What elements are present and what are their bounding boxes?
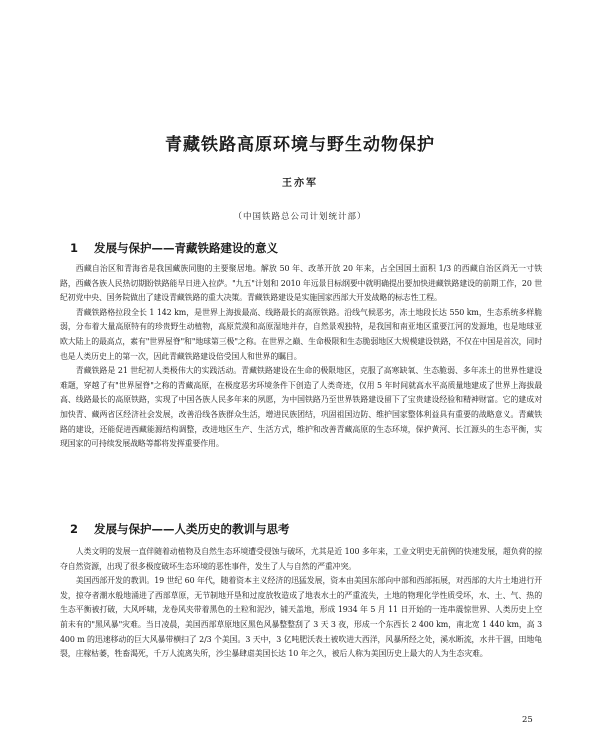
author-name: 王亦军 — [282, 178, 318, 189]
body-paragraph: 青藏铁路格拉段全长 1 142 km，是世界上海拔最高、线路最长的高原铁路。沿线气候恶劣，冻土地段长达 550 km，生态系统多样脆弱，分布着大量高原特有的珍贵野生动植物，高原荒漠和高原湿地并存，自然景观独特，是我国和南亚地区重要江河的发源地，也是地球亚欧大陆上的最高点，素有"世界屋脊"和"地球第三极"之称。在世界之巅、生命极限和生态脆弱地区大规模建设铁路，不仅在中国是首次，同时也是人类历史上的第一次，因此青藏铁路建设倍受国人和世界的瞩目。 — [60, 307, 542, 361]
section-number: 2 — [70, 522, 79, 536]
body-paragraph: 美国西部开发的教训。19 世纪 60 年代，随着资本主义经济的迅猛发展，资本由美国东部向中部和西部拓展，对西部的大片土地进行开发，掠夺者潮水般地涌进了西部草原，无节制地开垦和过度放牧造成了地表水土的严重流失，土地的物理化学性质受坏，水、土、气、热的生态平衡被打破，大风呼啸，龙卷风夹带着黑色的土粒和泥沙，铺天盖地，形成 1934 年 5 月 11 日开始的一连串震惊世界、人类历史上空前未有的"黑风暴"灾难。当日凌晨，美国西部草原地区黑色风暴整整刮了 3 天 3 夜，形成一个东西长 2 400 km，南北宽 1 440 km，高 3 400 m 的迅速移动的巨大风暴带横扫了 2/3 个美国。3 天中，3 亿吨肥沃表土被吹进大西洋，风暴所经之处，溪水断流，水井干涸，田地龟裂，庄稼枯萎，牲畜渴死，千万人流离失所，沙尘暴肆虐美国长达 10 年之久，被后人称为美国历史上最大的人为生态灾难。 — [60, 576, 542, 659]
body-paragraph: 青藏铁路是 21 世纪初人类极伟大的实践活动。青藏铁路建设在生命的极限地区，克服了高寒缺氧、生态脆弱、多年冻土的世界性建设难题，穿越了有"世界屋脊"之称的青藏高原，在极度恶劣环境条件下创造了人类奇迹，仅用 5 年时间就高水平高质量地建成了世界上海拔最高、线路最长的高原铁路，实现了中国各族人民多年来的夙愿，为中国铁路乃至世界铁路建设留下了宝贵建设经验和精神财富。它的建成对加快青、藏两省区经济社会发展，改善沿线各族群众生活，增进民族团结，巩固祖国边防、维护国家整体利益具有重要的战略意义。青藏铁路的建设，还能促进西藏能源结构调整，改进地区生产、生活方式，维护和改善青藏高原的生态环境，保护黄河、长江源头的生态平衡，实现国家的可持续发展战略等都将发挥重要作用。 — [60, 366, 542, 449]
section-2-body — [60, 545, 542, 662]
article-title: 青藏铁路高原环境与野生动物保护 — [165, 135, 435, 155]
body-paragraph: 西藏自治区和青海省是我国藏族同胞的主要聚居地。解放 50 年、改革开放 20 年来，占全国国土面积 1/3 的西藏自治区尚无一寸铁路，西藏各族人民热切期盼铁路能早日进入拉萨。"九五"计划和 2010 年远景目标纲要中就明确提出要加快进藏铁路建设的前期工作，20 世纪初党中央、国务院做出了建设青藏铁路的重大决策。青藏铁路建设是实施国家西部大开发战略的标志性工程。 — [60, 264, 542, 303]
body-paragraph: 人类文明的发展一直伴随着动植物及自然生态环境遭受侵蚀与破坏，尤其是近 100 多年来，工业文明史无前例的快速发展，超负荷的掠夺自然资源，出现了很多极度破坏生态环境的恶性事件，发生了人与自然的严重冲突。 — [60, 547, 542, 571]
page-number: 25 — [522, 715, 533, 725]
section-title: 发展与保护——人类历史的教训与思考 — [94, 522, 290, 536]
section-1-body — [60, 262, 542, 452]
section-heading-2 — [70, 521, 540, 537]
section-heading-1 — [70, 240, 540, 256]
section-number: 1 — [70, 241, 79, 255]
author-affiliation: （中国铁路总公司计划统计部） — [233, 212, 367, 222]
section-title: 发展与保护——青藏铁路建设的意义 — [94, 241, 278, 255]
